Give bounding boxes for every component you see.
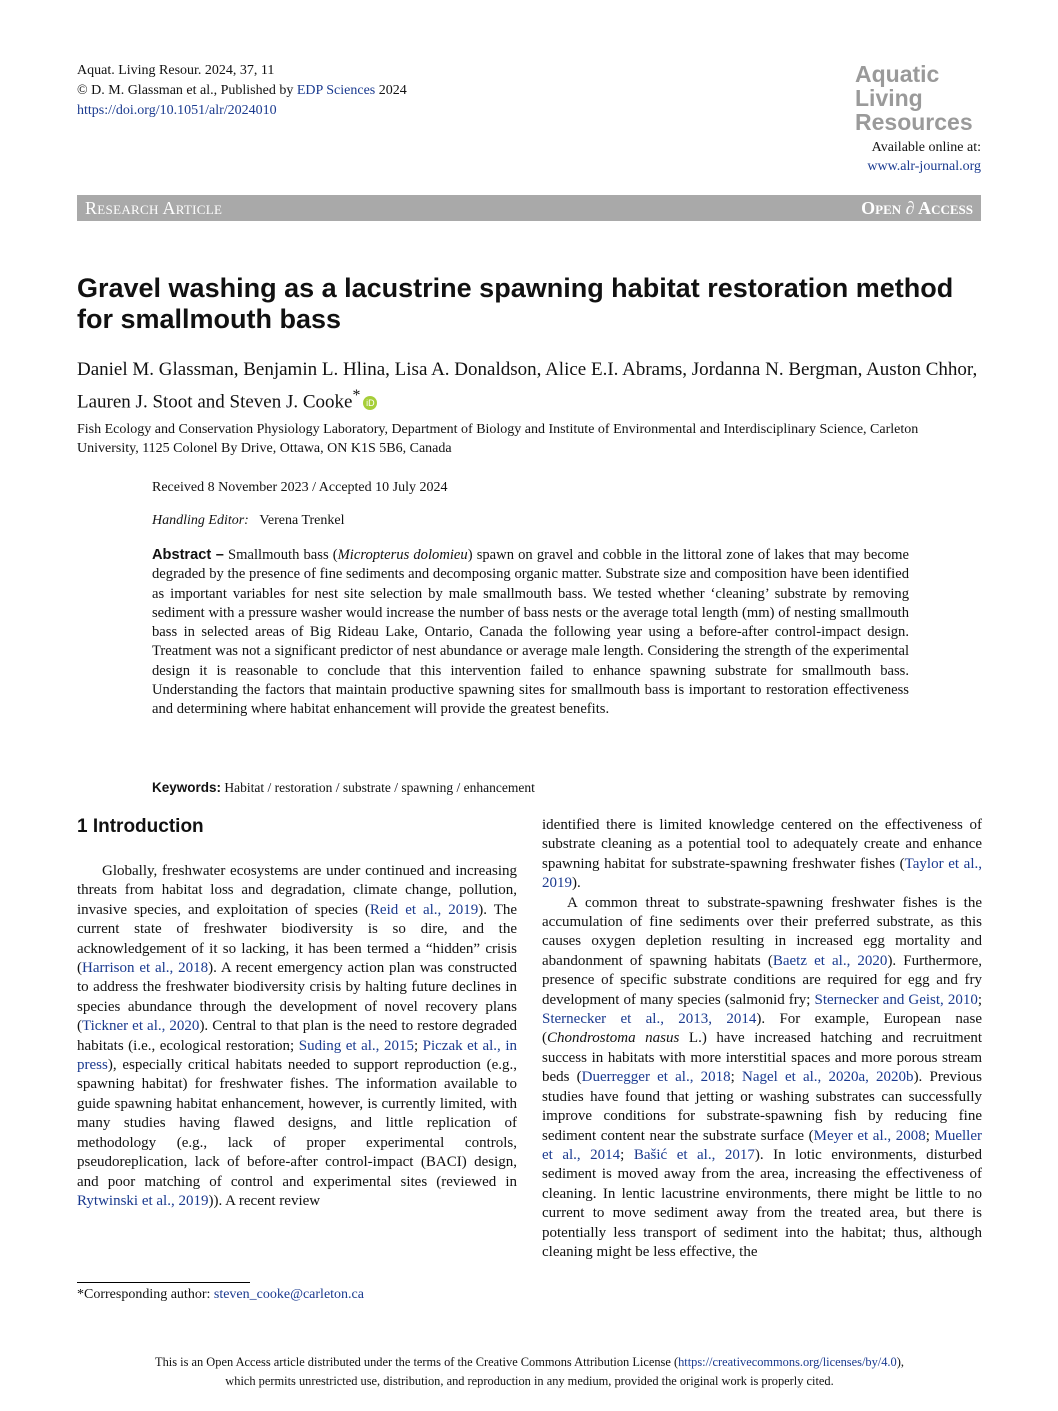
journal-url-link[interactable]: www.alr-journal.org (867, 159, 981, 174)
citation-link[interactable]: Reid et al., 2019 (369, 901, 479, 918)
open-access-lock-icon: ∂ (905, 198, 915, 218)
corresponding-author-footnote: *Corresponding author: steven_cooke@carleton.ca (77, 1287, 364, 1302)
article-type-banner (77, 195, 981, 221)
open-access-label: Open ∂ Access (861, 198, 973, 218)
citation-link[interactable]: Piczak et al., in press (77, 1037, 517, 1074)
received-accepted-dates: Received 8 November 2023 / Accepted 10 July 2024 (152, 480, 448, 495)
doi-link[interactable]: https://doi.org/10.1051/alr/2024010 (77, 103, 277, 118)
copyright-line: © D. M. Glassman et al., Published by EDP Sciences 2024 (77, 83, 407, 98)
citation-link[interactable]: Mueller et al., 2014 (542, 1127, 982, 1163)
email-link[interactable]: steven_cooke@carleton.ca (213, 1287, 364, 1302)
journal-header (77, 61, 407, 121)
paragraph: A common threat to substrate-spawning freshwater fishes is the accumulation of fine sediments over their preferred substrate, as this causes oxygen depletion resulting in increased egg mortality and abandonment of spawning habitats (Baetz et al., 2020). Furthermore, presence of specific substrate conditions are required for egg and fry development of many species (salmonid fry; Sternecker and Geist, 2010; Sternecker et al., 2013, 2014). For example, European nase (Chondrostoma nasus L.) have increased hatching and recruitment success in habitats with more interstitial spaces and more porous stream beds (Duerregger et al., 2018; Nagel et al., 2020a, 2020b). Previous studies have found that jetting or washing substrates can successfully improve conditions for substrate-spawning fish by reducing fine sediment content near the substrate surface (Meyer et al., 2008; Mueller et al., 2014; Bašić et al., 2017). In lotic environments, disturbed sediment is moved away from the area, increasing the effectiveness of cleaning. In lentic lacustrine environments, there might be little to no current to move sediment away from the treated area, but there is potentially less transport of sediment into the habitat; thus, although cleaning might be less effective, the (542, 894, 983, 1260)
affiliation: Fish Ecology and Conservation Physiology Laboratory, Department of Biology and Institute of Environmental and Interdisciplinary Science, Carleton University, 1125 Colonel By Drive, Ottawa, ON K1S 5B6, Canada (77, 422, 919, 456)
citation-link[interactable]: Suding et al., 2015 (298, 1037, 414, 1054)
publisher-link[interactable]: EDP Sciences (296, 83, 376, 98)
citation-link[interactable]: Sternecker et al., 2013, 2014 (542, 1011, 757, 1028)
handling-editor: Handling Editor: Verena Trenkel (152, 513, 345, 528)
citation-link[interactable]: Sternecker and Geist, 2010 (814, 991, 978, 1008)
author-list: Daniel M. Glassman, Benjamin L. Hlina, Lisa A. Donaldson, Alice E.I. Abrams, Jordanna N. Bergman, Auston Chhor, Lauren J. Stoot and Steven J. Cooke* iD (77, 359, 978, 413)
citation-link[interactable]: Bašić et al., 2017 (633, 1146, 755, 1163)
citation-link[interactable]: Meyer et al., 2008 (813, 1127, 926, 1144)
article-type: Research Article (85, 198, 223, 218)
citation-link[interactable]: Baetz et al., 2020 (772, 952, 888, 969)
body-column-right (542, 816, 982, 1262)
citation-link[interactable]: Nagel et al., 2020a, 2020b (741, 1069, 914, 1086)
citation-link[interactable]: Rytwinski et al., 2019 (77, 1192, 209, 1209)
citation-link[interactable]: Harrison et al., 2018 (82, 960, 209, 977)
abstract: Abstract – Smallmouth bass (Micropterus dolomieu) spawn on gravel and cobble in the littoral zone of lakes that may become degraded by the presence of fine sediments and decomposing organic matter. Substrate size and composition have been identified as important variables for nest site selection by male smallmouth bass. We tested whether ‘cleaning’ substrate by removing sediment with a pressure washer would increase the number of bass nests or the average total length (mm) of nesting smallmouth bass in selected areas of Big Rideau Lake, Ontario, Canada the following year using a before-after control-impact design. Treatment was not a significant predictor of nest abundance or average male length. Considering the strength of the experimental design it is reasonable to conclude that this intervention failed to enhance spawning substrate for smallmouth bass. Understanding the factors that maintain productive spawning sites for smallmouth bass is important to restoration effectiveness and determining where habitat enhancement will provide the greatest benefits. (152, 547, 909, 718)
footnote-rule (77, 1282, 250, 1283)
journal-citation: Aquat. Living Resour. 2024, 37, 11 (77, 63, 275, 78)
paragraph: Globally, freshwater ecosystems are under continued and increasing threats from habitat loss and degradation, climate change, pollution, invasive species, and exploitation of species (Reid et al., 2019). The current state of freshwater biodiversity is so dire, and the acknowledgement of it so lacking, it has been termed a “hidden” crisis (Harrison et al., 2018). A recent emergency action plan was constructed to address the freshwater biodiversity crisis by halting future declines in species abundance through the development of novel recovery plans (Tickner et al., 2020). Central to that plan is the need to restore degraded habitats (i.e., ecological restoration; Suding et al., 2015; Piczak et al., in press), especially critical habitats needed to support reproduction (e.g., spawning habitat) for freshwater fishes. The information available to guide spawning habitat enhancement, however, is currently limited, with many studies having flawed designs, and little replication of methodology (e.g., lack of proper experimental controls, pseudoreplication, lack of before-after control-impact (BACI) design, and poor matching of control and experimental sites (reviewed in Rytwinski et al., 2019)). A recent review (77, 863, 518, 1209)
citation-link[interactable]: Tickner et al., 2020 (82, 1018, 200, 1035)
keywords: Keywords: Habitat / restoration / substrate / spawning / enhancement (152, 780, 535, 795)
section-heading: 1 Introduction (77, 816, 204, 837)
orcid-icon[interactable]: iD (363, 396, 377, 410)
citation-link[interactable]: Taylor et al., 2019 (542, 855, 982, 892)
paragraph: identified there is limited knowledge centered on the effectiveness of substrate cleaning as a potential tool to adequately create and enhance spawning habitat for substrate-spawning freshwater fishes (Taylor et al., 2019). (542, 817, 982, 892)
journal-logo: Aquatic Living Resources (855, 61, 973, 135)
corresponding-mark: * (352, 387, 361, 404)
article-title: Gravel washing as a lacustrine spawning habitat restoration method for smallmouth bass (77, 273, 954, 334)
citation-link[interactable]: Duerregger et al., 2018 (581, 1069, 731, 1086)
availability: Available online at: www.alr-journal.org (867, 140, 981, 174)
license-footer: This is an Open Access article distributed under the terms of the Creative Commons Attribution License (https://creativecommons.org/licenses/by/4.0), which permits unrestricted use, distribution, and reproduction in any medium, provided the original work is properly cited. (155, 1355, 904, 1388)
body-column-left (77, 862, 517, 1211)
license-link[interactable]: https://creativecommons.org/licenses/by/4.0 (678, 1355, 897, 1369)
